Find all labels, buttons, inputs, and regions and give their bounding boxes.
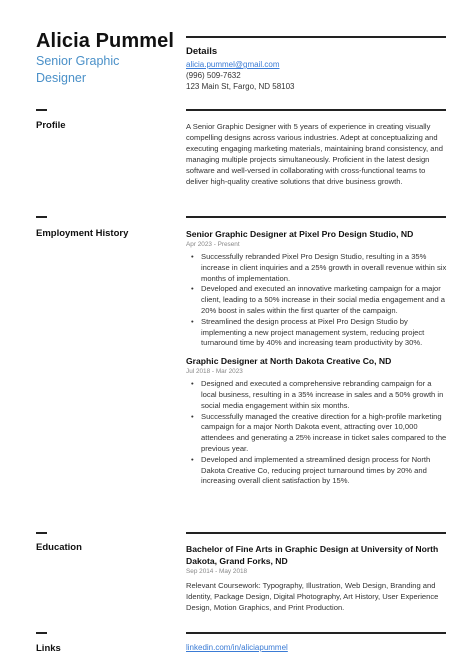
job-bullet: • Streamlined the design process at Pixel Pro Design Studio by implementing a new project management system, reducing project turnaround time by 40% and increasing team productivity by 30%. [201,317,448,349]
education-heading: Education [36,542,82,553]
job-title: Senior Graphic Designer at Pixel Pro Design Studio, ND [186,229,414,239]
employment-list [186,228,448,493]
section-marker [36,216,47,218]
profile-summary: A Senior Graphic Designer with 5 years of experience in creating visually compelling designs across various industries. Adept at conceptualizing and executing engaging marketing materials, maintaining brand consistency, and managing multiple projects simultaneously. Proficient in the latest design software and well-versed in collaborating with cross-functional teams to deliver high-quality creative solutions that drive business growth. [186,122,443,186]
candidate-title: Senior Graphic Designer [36,54,120,85]
divider [186,532,446,534]
section-marker [36,532,47,534]
job-entry [186,228,448,349]
job-dates: Apr 2023 - Present [186,241,240,248]
education-dates: Sep 2014 - May 2018 [186,568,248,575]
coursework: Relevant Coursework: Typography, Illustration, Web Design, Branding and Identity, Package Design, Digital Photography, Art History, User Experience Design, Motion Graphics, and Print Production. [186,581,439,612]
employment-heading: Employment History [36,228,129,239]
degree-title: Bachelor of Fine Arts in Graphic Design at University of North Dakota, Grand Forks, ND [186,544,439,566]
divider [186,109,446,111]
job-bullet: • Successfully rebranded Pixel Pro Design Studio, resulting in a 35% increase in client inquiries and a 25% growth in overall revenue within six months of implementation. [201,252,448,284]
job-bullet: • Designed and executed a comprehensive rebranding campaign for a local business, resulting in a 35% increase in sales and a 50% growth in social media engagement within six months. [201,379,448,411]
profile-heading: Profile [36,120,66,131]
links-heading: Links [36,643,61,654]
details-section [186,46,446,92]
candidate-name: Alicia Pummel [36,30,175,52]
job-title: Graphic Designer at North Dakota Creative Co, ND [186,356,392,367]
job-bullet: • Successfully managed the creative direction for a high-profile marketing campaign for a major North Dakota event, attracting over 10,000 attendees and generating a 25% increase in ticket sales compared to the previous year. [201,412,448,455]
linkedin-link[interactable]: linkedin.com/in/aliciapummel [186,643,288,652]
details-heading: Details [186,46,218,57]
education-entry [186,543,448,613]
job-bullet: • Developed and executed an innovative marketing campaign for a major client, leading to a 50% increase in their social media engagement and a 20% boost in sales within the first quarter of the campaign. [201,284,448,316]
email-link[interactable]: alicia.pummel@gmail.com [186,60,280,69]
job-dates: Jul 2018 - Mar 2023 [186,368,243,376]
phone-number: (996) 509-7632 [186,71,241,80]
section-marker [36,109,47,111]
divider [186,36,446,38]
divider [186,216,446,218]
section-marker [36,632,47,634]
address: 123 Main St, Fargo, ND 58103 [186,82,295,91]
job-bullet: • Developed and implemented a streamlined design process for North Dakota Creative Co, reducing project turnaround times by 20% and increasing overall client satisfaction by 15%. [201,455,448,487]
job-entry [186,355,448,487]
divider [186,632,446,634]
